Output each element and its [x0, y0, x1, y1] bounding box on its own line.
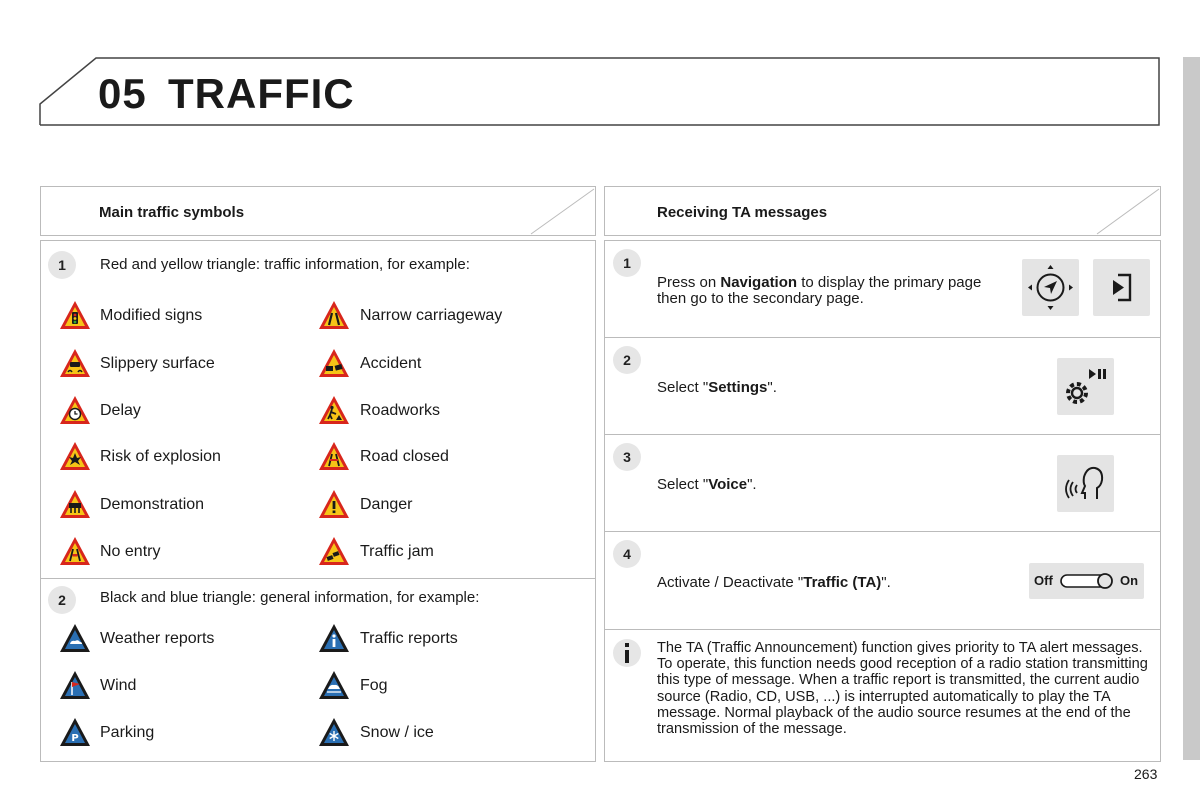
right-panel-title: Receiving TA messages — [657, 204, 828, 221]
symbol-label: Fog — [360, 677, 388, 694]
exit-page-icon — [1093, 259, 1150, 316]
wind-icon — [59, 669, 91, 701]
chapter-number: 05 — [98, 70, 147, 117]
toggle-on-label: On — [1120, 573, 1139, 588]
weather-reports-icon — [59, 622, 91, 654]
symbol-label: Snow / ice — [360, 724, 434, 741]
step-badge: 2 — [48, 586, 76, 614]
chapter-title: TRAFFIC — [168, 70, 355, 117]
modified-signs-icon — [59, 299, 91, 331]
left-panel-header — [40, 186, 596, 236]
step-badge: 1 — [613, 249, 641, 277]
demonstration-icon — [59, 488, 91, 520]
symbol-label: No entry — [100, 543, 161, 560]
settings-button[interactable] — [1057, 358, 1114, 415]
delay-icon — [59, 394, 91, 426]
symbol-label: Road closed — [360, 448, 449, 465]
symbol-label: Parking — [100, 724, 155, 741]
navigation-icon — [1022, 259, 1079, 316]
toggle-switch-icon — [1060, 571, 1115, 591]
risk-of-explosion-icon — [59, 440, 91, 472]
blue-triangle-section — [40, 578, 596, 762]
step-badge: 1 — [48, 251, 76, 279]
symbol-label: Narrow carriageway — [360, 307, 503, 324]
red-triangle-section — [40, 240, 596, 580]
voice-icon — [1057, 455, 1114, 512]
step-text: Select "Settings". — [657, 379, 777, 396]
symbol-label: Traffic reports — [360, 630, 458, 647]
info-box — [604, 629, 1161, 762]
symbol-label: Weather reports — [100, 630, 215, 647]
symbol-label: Demonstration — [100, 496, 205, 513]
toggle-off-label: Off — [1034, 573, 1053, 588]
traffic-ta-toggle[interactable] — [1029, 563, 1144, 599]
fog-icon — [318, 669, 350, 701]
left-panel-title: Main traffic symbols — [99, 204, 245, 221]
chapter-tab-bar — [1183, 57, 1200, 760]
symbol-label: Roadworks — [360, 402, 441, 419]
info-icon — [613, 639, 641, 667]
symbol-label: Risk of explosion — [100, 448, 221, 465]
symbol-label: Traffic jam — [360, 543, 434, 560]
narrow-carriageway-icon — [318, 299, 350, 331]
traffic-jam-icon — [318, 535, 350, 567]
step-3-row — [604, 434, 1161, 533]
section-intro: Black and blue triangle: general information, for example: — [100, 589, 480, 606]
no-entry-icon — [59, 535, 91, 567]
step-badge: 4 — [613, 540, 641, 568]
road-closed-icon — [318, 440, 350, 472]
snow-ice-icon — [318, 716, 350, 748]
slippery-surface-icon — [59, 347, 91, 379]
right-panel-header — [604, 186, 1161, 236]
danger-icon — [318, 488, 350, 520]
step-2-row — [604, 337, 1161, 436]
symbol-label: Accident — [360, 355, 422, 372]
step-text: Activate / Deactivate "Traffic (TA)". — [657, 574, 891, 591]
step-text: Select "Voice". — [657, 476, 757, 493]
symbol-label: Modified signs — [100, 307, 203, 324]
voice-button[interactable] — [1057, 455, 1114, 512]
symbol-label: Danger — [360, 496, 413, 513]
svg-text:P: P — [71, 733, 79, 744]
step-text: Press on Navigation to display the primary page then go to the secondary page. — [657, 274, 982, 307]
step-1-row — [604, 240, 1161, 339]
step-badge: 2 — [613, 346, 641, 374]
accident-icon — [318, 347, 350, 379]
roadworks-icon — [318, 394, 350, 426]
navigation-button[interactable] — [1022, 259, 1079, 316]
traffic-reports-icon — [318, 622, 350, 654]
step-4-row — [604, 531, 1161, 631]
symbol-label: Wind — [100, 677, 137, 694]
step-badge: 3 — [613, 443, 641, 471]
symbol-label: Delay — [100, 402, 141, 419]
secondary-page-button[interactable] — [1093, 259, 1150, 316]
settings-media-icon — [1057, 358, 1114, 415]
page-number: 263 — [1134, 766, 1158, 782]
section-intro: Red and yellow triangle: traffic information, for example: — [100, 256, 470, 273]
info-text: The TA (Traffic Announcement) function gives priority to TA alert messages. To operate, this function needs good reception of a radio station transmitting this type of message. When a traffic report is transmitted, the current audio source (Radio, CD, USB, ...) is interrupted automatically to play the TA message. Normal playback of the audio source resumes at the end of the transmission of the message. — [657, 640, 1148, 738]
symbol-label: Slippery surface — [100, 355, 215, 372]
parking-icon — [59, 716, 91, 748]
